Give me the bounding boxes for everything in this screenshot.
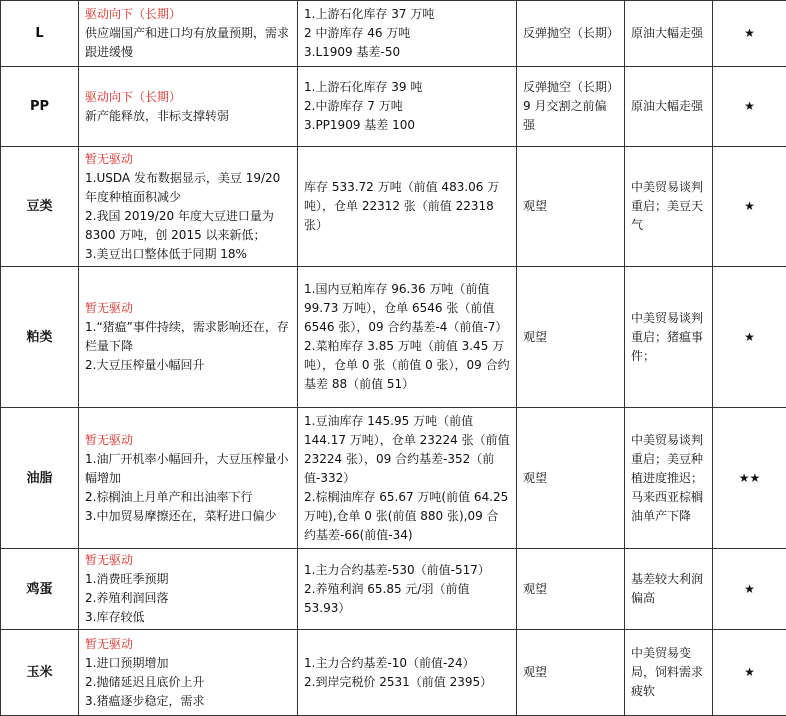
star-rating: ★	[713, 147, 786, 267]
table-row	[1, 408, 786, 549]
data-line: 1.主力合约基差-530（前值-517）	[304, 561, 510, 580]
strategy-cell: 反弹抛空（长期）9 月交割之前偏强	[517, 67, 625, 147]
driver-line: 3.猪瘟逐步稳定，需求	[85, 692, 291, 711]
data-line: 1.主力合约基差-10（前值-24）	[304, 654, 510, 673]
data-cell	[298, 630, 517, 716]
driver-direction: 暂无驱动	[85, 431, 291, 450]
driver-direction: 驱动向下（长期）	[85, 5, 291, 24]
driver-cell	[79, 147, 298, 267]
star-rating: ★★	[713, 408, 786, 549]
data-cell	[298, 1, 517, 67]
driver-cell	[79, 630, 298, 716]
commodity-name: PP	[1, 67, 79, 147]
risk-cell: 原油大幅走强	[625, 67, 713, 147]
data-line: 3.PP1909 基差 100	[304, 116, 510, 135]
driver-cell	[79, 267, 298, 408]
star-rating: ★	[713, 630, 786, 716]
table-row	[1, 1, 786, 67]
commodity-name: 粕类	[1, 267, 79, 408]
driver-cell	[79, 1, 298, 67]
commodity-name: 鸡蛋	[1, 549, 79, 630]
data-line: 1.上游石化库存 37 万吨	[304, 5, 510, 24]
data-line: 2.到岸完税价 2531（前值 2395）	[304, 673, 510, 692]
driver-line: 1.USDA 发布数据显示，美豆 19/20 年度种植面积减少	[85, 169, 291, 207]
table-row	[1, 67, 786, 147]
star-rating: ★	[713, 267, 786, 408]
strategy-cell: 观望	[517, 267, 625, 408]
driver-line: 2.养殖利润回落	[85, 589, 291, 608]
strategy-cell: 观望	[517, 147, 625, 267]
table-row	[1, 630, 786, 716]
data-line: 2.棕榈油库存 65.67 万吨(前值 64.25 万吨),仓单 0 张(前值 880 张),09 合约基差-66(前值-34)	[304, 488, 510, 545]
risk-cell: 基差较大利润偏高	[625, 549, 713, 630]
risk-cell: 中美贸易谈判重启；美豆天气	[625, 147, 713, 267]
driver-cell	[79, 549, 298, 630]
data-line: 3.L1909 基差-50	[304, 43, 510, 62]
risk-cell: 中美贸易谈判重启；猪瘟事件；	[625, 267, 713, 408]
strategy-cell: 观望	[517, 549, 625, 630]
star-rating: ★	[713, 67, 786, 147]
driver-line: 1.进口预期增加	[85, 654, 291, 673]
data-line: 2.养殖利润 65.85 元/羽（前值 53.93）	[304, 580, 510, 618]
risk-cell: 中美贸易变局，饲料需求疲软	[625, 630, 713, 716]
star-rating: ★	[713, 549, 786, 630]
data-line: 1.国内豆粕库存 96.36 万吨（前值 99.73 万吨），仓单 6546 张（前值 6546 张），09 合约基差-4（前值-7）	[304, 280, 510, 337]
strategy-cell: 观望	[517, 408, 625, 549]
driver-cell	[79, 67, 298, 147]
data-line: 2.菜粕库存 3.85 万吨（前值 3.45 万吨），仓单 0 张（前值 0 张），09 合约基差 88（前值 51）	[304, 337, 510, 394]
driver-direction: 暂无驱动	[85, 635, 291, 654]
data-line: 库存 533.72 万吨（前值 483.06 万吨），仓单 22312 张（前值 22318 张）	[304, 178, 510, 235]
driver-direction: 暂无驱动	[85, 150, 291, 169]
data-line: 2.中游库存 7 万吨	[304, 97, 510, 116]
table-row	[1, 147, 786, 267]
strategy-cell: 反弹抛空（长期）	[517, 1, 625, 67]
data-line: 2 中游库存 46 万吨	[304, 24, 510, 43]
risk-cell: 原油大幅走强	[625, 1, 713, 67]
commodity-name: 油脂	[1, 408, 79, 549]
data-cell	[298, 67, 517, 147]
driver-line: 供应端国产和进口均有放量预期，需求跟进缓慢	[85, 24, 291, 62]
risk-cell: 中美贸易谈判重启；美豆种植进度推迟；马来西亚棕榈油单产下降	[625, 408, 713, 549]
driver-line: 3.美豆出口整体低于同期 18%	[85, 245, 291, 264]
table-row	[1, 549, 786, 630]
table-body	[1, 1, 786, 716]
driver-line: 1.消费旺季预期	[85, 570, 291, 589]
commodity-name: 豆类	[1, 147, 79, 267]
driver-line: 2.抛储延迟且底价上升	[85, 673, 291, 692]
table-row	[1, 267, 786, 408]
data-cell	[298, 549, 517, 630]
driver-line: 3.库存较低	[85, 608, 291, 627]
data-cell	[298, 267, 517, 408]
driver-direction: 暂无驱动	[85, 551, 291, 570]
star-rating: ★	[713, 1, 786, 67]
driver-line: 1.“猪瘟”事件持续，需求影响还在，存栏量下降	[85, 318, 291, 356]
driver-line: 2.我国 2019/20 年度大豆进口量为 8300 万吨，创 2015 以来新低；	[85, 207, 291, 245]
data-cell	[298, 147, 517, 267]
data-cell	[298, 408, 517, 549]
driver-direction: 驱动向下（长期）	[85, 88, 291, 107]
driver-direction: 暂无驱动	[85, 299, 291, 318]
driver-line: 3.中加贸易摩擦还在，菜籽进口偏少	[85, 507, 291, 526]
driver-line: 1.油厂开机率小幅回升，大豆压榨量小幅增加	[85, 450, 291, 488]
data-line: 1.上游石化库存 39 吨	[304, 78, 510, 97]
driver-line: 2.大豆压榨量小幅回升	[85, 356, 291, 375]
driver-cell	[79, 408, 298, 549]
driver-line: 2.棕榈油上月单产和出油率下行	[85, 488, 291, 507]
data-line: 1.豆油库存 145.95 万吨（前值 144.17 万吨），仓单 23224 张（前值 23224 张），09 合约基差-352（前值-332）	[304, 412, 510, 488]
driver-line: 新产能释放，非标支撑转弱	[85, 107, 291, 126]
strategy-cell: 观望	[517, 630, 625, 716]
commodity-name: L	[1, 1, 79, 67]
commodity-name: 玉米	[1, 630, 79, 716]
